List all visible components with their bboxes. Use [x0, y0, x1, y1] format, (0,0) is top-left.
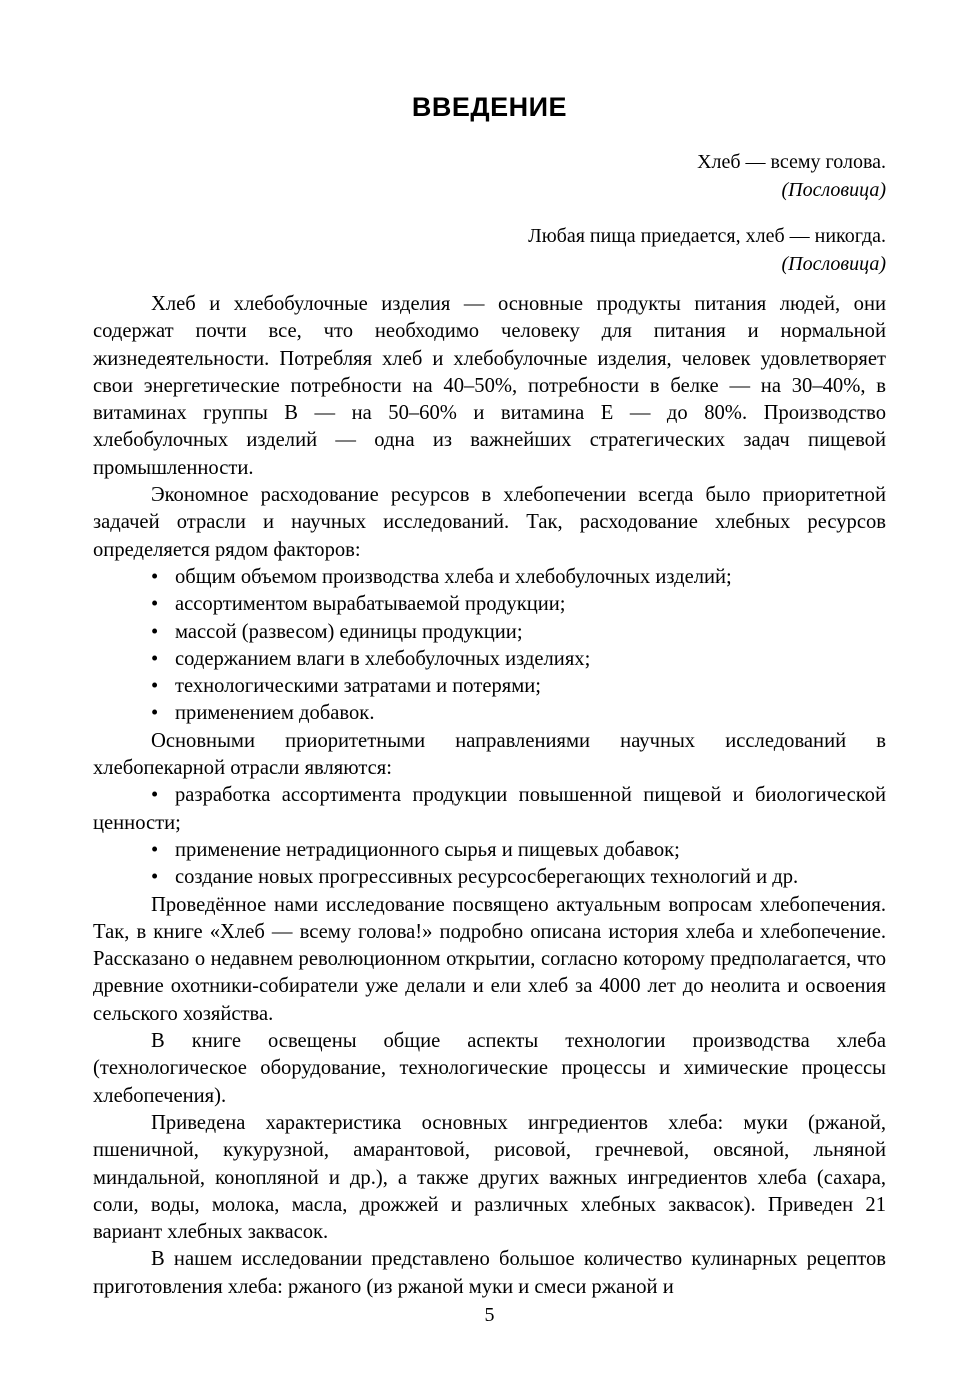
epigraph-2 — [528, 222, 886, 278]
bullet-icon: • — [151, 675, 159, 698]
factors-list — [93, 564, 886, 728]
list-item-text: общим объемом производства хлеба и хлебобулочных изделий; — [175, 565, 732, 588]
epigraph-source: (Пословица) — [781, 179, 886, 201]
list-item-text: массой (развесом) единицы продукции; — [175, 620, 523, 643]
paragraph-5: В книге освещены общие аспекты технологии производства хлеба (технологическое оборудование, технологические процессы и химические процессы хлебопечения). — [93, 1030, 886, 1107]
list-item-text: содержанием влаги в хлебобулочных изделиях; — [175, 647, 591, 670]
list-item — [93, 619, 886, 646]
bullet-icon: • — [151, 620, 159, 643]
list-item — [93, 837, 886, 864]
list-item — [93, 591, 886, 618]
bullet-icon: • — [151, 866, 159, 889]
epigraph-1 — [697, 148, 886, 204]
bullet-icon: • — [151, 647, 159, 670]
bullet-icon: • — [151, 593, 159, 616]
list-item — [93, 782, 886, 837]
epigraph-quote: Любая пища приедается, хлеб — никогда. — [528, 225, 886, 247]
paragraph-1: Хлеб и хлебобулочные изделия — основные продукты питания людей, они содержат почти все, что необходимо человеку для питания и нормальной жизнедеятельности. Потребляя хлеб и хлебобулочные изделия, человек удовлетворяет свои энергетические потребности на 40–50%, потребности в белке — на 30–40%, в витаминах группы В — на 50–60% и витамина Е — до 80%. Производство хлебобулочных изделий — одна из важнейших стратегических задач пищевой промышленности. — [93, 293, 886, 479]
document-page — [93, 0, 886, 1386]
bullet-icon: • — [151, 702, 159, 725]
list-item-text: разработка ассортимента продукции повышенной пищевой и биологической ценности; — [93, 784, 886, 834]
bullet-icon: • — [151, 838, 159, 861]
paragraph-3: Основными приоритетными направлениями научных исследований в хлебопекарной отрасли являются: — [93, 729, 886, 780]
paragraph-6: Приведена характеристика основных ингредиентов хлеба: муки (ржаной, пшеничной, кукурузной, амарантовой, рисовой, гречневой, овсяной, льняной миндальной, конопляной и др.), а также других важных ингредиентов хлеба (сахара, соли, воды, молока, масла, дрожжей и различных хлебных заквасок). Приведен 21 вариант хлебных заквасок. — [93, 1111, 886, 1244]
page-title: ВВЕДЕНИЕ — [411, 92, 568, 122]
list-item — [93, 564, 886, 591]
paragraph-2: Экономное расходование ресурсов в хлебопечении всегда было приоритетной задачей отрасли и научных исследований. Так, расходование хлебных ресурсов определяется рядом факторов: — [93, 484, 886, 561]
bullet-icon: • — [151, 565, 159, 588]
paragraph-7: В нашем исследовании представлено большое количество кулинарных рецептов приготовления хлеба: ржаного (из ржаной муки и смеси ржаной и — [93, 1248, 886, 1298]
directions-list — [93, 782, 886, 891]
paragraph-4: Проведённое нами исследование посвящено актуальным вопросам хлебопечения. Так, в книге «Хлеб — всему голова!» подробно описана история хлеба и хлебопечение. Рассказано о недавнем революционном открытии, согласно которому предполагается, что древние охотники-собиратели уже делали и ели хлеб за 4000 лет до неолита и освоения сельского хозяйства. — [93, 893, 886, 1025]
list-item-text: создание новых прогрессивных ресурсосберегающих технологий и др. — [175, 866, 799, 889]
epigraph-quote: Хлеб — всему голова. — [697, 151, 886, 173]
bullet-icon: • — [151, 784, 159, 807]
list-item — [93, 864, 886, 891]
list-item — [93, 700, 886, 727]
page-number: 5 — [484, 1304, 495, 1326]
list-item-text: технологическими затратами и потерями; — [175, 675, 542, 698]
list-item — [93, 646, 886, 673]
list-item-text: применением добавок. — [175, 702, 375, 725]
list-item-text: ассортиментом вырабатываемой продукции; — [175, 593, 566, 616]
list-item-text: применение нетрадиционного сырья и пищевых добавок; — [175, 838, 680, 861]
list-item — [93, 673, 886, 700]
epigraph-source: (Пословица) — [781, 253, 886, 275]
body-text — [93, 291, 886, 1301]
